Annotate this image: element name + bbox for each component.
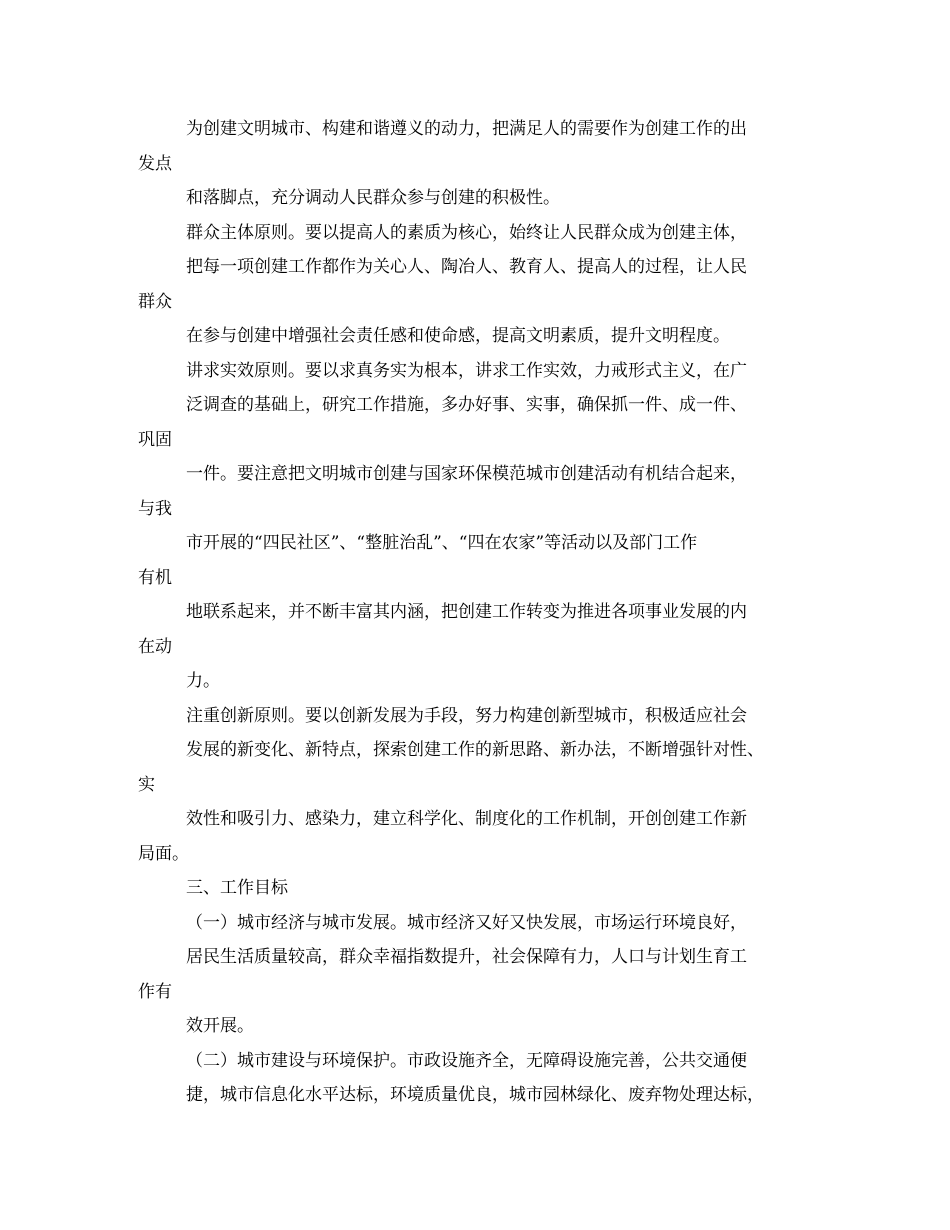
text-line: （二）城市建设与环境保护。市政设施齐全，无障碍设施完善，公共交通便 — [186, 1050, 747, 1071]
text-line: 在参与创建中增强社会责任感和使命感，提高文明素质，提升文明程度。 — [186, 326, 730, 346]
text-line: 巩固 — [138, 429, 172, 450]
text-line: 和落脚点，充分调动人民群众参与创建的积极性。 — [186, 188, 560, 208]
text-line: 群众主体原则。要以提高人的素质为核心，始终让人民群众成为创建主体， — [186, 222, 747, 243]
text-line: 在动 — [138, 636, 172, 657]
text-line: 一件。要注意把文明城市创建与国家环保模范城市创建活动有机结合起来， — [186, 464, 747, 484]
text-line: 三、工作目标 — [186, 878, 288, 898]
text-line: （一）城市经济与城市发展。城市经济又好又快发展，市场运行环境良好， — [186, 912, 747, 933]
text-line: 泛调查的基础上，研究工作措施，多办好事、实事，确保抓一件、成一件、 — [186, 395, 747, 415]
text-line: 捷，城市信息化水平达标，环境质量优良，城市园林绿化、废弃物处理达标， — [186, 1085, 764, 1105]
text-line: 为创建文明城市、构建和谐遵义的动力，把满足人的需要作为创建工作的出 — [186, 119, 747, 139]
text-line: 有机 — [138, 567, 172, 588]
text-line: 与我 — [138, 498, 172, 519]
text-line: 注重创新原则。要以创新发展为手段，努力构建创新型城市，积极适应社会 — [186, 705, 747, 726]
text-line: 局面。 — [138, 843, 189, 864]
text-line: 效开展。 — [186, 1016, 254, 1036]
text-line: 群众 — [138, 291, 172, 312]
text-line: 作有 — [138, 981, 172, 1002]
text-line: 居民生活质量较高，群众幸福指数提升，社会保障有力，人口与计划生育工 — [186, 947, 747, 967]
text-line: 发展的新变化、新特点，探索创建工作的新思路、新办法，不断增强针对性、 — [186, 740, 764, 760]
document-body — [138, 112, 838, 1113]
text-line: 实 — [138, 774, 155, 795]
text-line: 讲求实效原则。要以求真务实为根本，讲求工作实效，力戒形式主义，在广 — [186, 360, 747, 381]
text-line: 力。 — [186, 671, 220, 691]
text-line: 效性和吸引力、感染力，建立科学化、制度化的工作机制，开创创建工作新 — [186, 809, 747, 829]
text-line: 地联系起来，并不断丰富其内涵，把创建工作转变为推进各项事业发展的内 — [186, 602, 747, 622]
text-line: 发点 — [138, 153, 172, 174]
text-line: 把每一项创建工作都作为关心人、陶冶人、教育人、提高人的过程，让人民 — [186, 257, 747, 277]
text-line: 市开展的“四民社区”、“整脏治乱”、“四在农家”等活动以及部门工作 — [186, 533, 698, 553]
